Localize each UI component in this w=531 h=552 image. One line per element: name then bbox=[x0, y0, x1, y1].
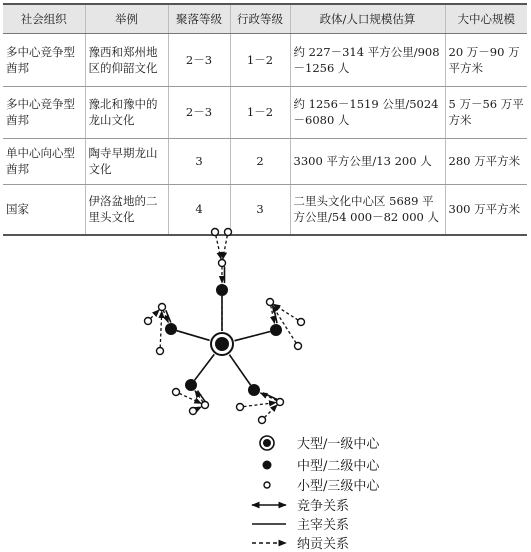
small-center-node bbox=[267, 299, 274, 306]
cell-example: 伊洛盆地的二里头文化 bbox=[85, 184, 168, 235]
header-polity-population: 政体/人口规模估算 bbox=[290, 4, 445, 33]
cell-center-size: 280 万平方米 bbox=[445, 138, 527, 184]
small-center-node bbox=[225, 229, 232, 236]
legend-competition: 竞争关系 bbox=[297, 499, 350, 514]
cell-polity-population: 3300 平方公里/13 200 人 bbox=[290, 138, 445, 184]
cell-settlement-level: 4 bbox=[168, 184, 230, 235]
small-center-node bbox=[298, 319, 305, 326]
cell-settlement-level: 3 bbox=[168, 138, 230, 184]
medium-center-node bbox=[216, 284, 228, 296]
cell-center-size: 5 万－56 万平方米 bbox=[445, 86, 527, 138]
legend bbox=[252, 436, 380, 552]
cell-administrative-level: 2 bbox=[230, 138, 290, 184]
settlement-nodes bbox=[145, 229, 305, 424]
small-center-node bbox=[145, 318, 152, 325]
small-center-node bbox=[212, 229, 219, 236]
tribute-line bbox=[160, 311, 162, 348]
small-center-node bbox=[159, 304, 166, 311]
tribute-line bbox=[265, 405, 278, 418]
tribute-line bbox=[244, 403, 277, 407]
small-center-node bbox=[219, 260, 226, 267]
small-center-node bbox=[173, 389, 180, 396]
legend-large-center: 大型/一级中心 bbox=[297, 437, 380, 452]
cell-administrative-level: 3 bbox=[230, 184, 290, 235]
header-example: 举例 bbox=[85, 4, 168, 33]
cell-polity-population: 约 1256－1519 公里/5024－6080 人 bbox=[290, 86, 445, 138]
header-settlement-level: 聚落等级 bbox=[168, 4, 230, 33]
legend-medium-center: 中型/二级中心 bbox=[297, 459, 380, 474]
tribute-line bbox=[223, 235, 228, 259]
cell-example: 豫北和豫中的龙山文化 bbox=[85, 86, 168, 138]
tribute-line bbox=[216, 235, 221, 259]
medium-center-node bbox=[248, 384, 260, 396]
tribute-line bbox=[179, 393, 201, 403]
cell-organization: 国家 bbox=[3, 184, 85, 235]
tribute-line-solid bbox=[166, 310, 171, 322]
medium-center-node bbox=[185, 379, 197, 391]
cell-polity-population: 约 227－314 平方公里/908－1256 人 bbox=[290, 33, 445, 86]
header-social-organization: 社会组织 bbox=[3, 4, 85, 33]
header-center-size: 大中心规模 bbox=[445, 4, 527, 33]
tribute-line bbox=[273, 304, 298, 320]
large-center-icon bbox=[260, 436, 274, 450]
medium-center-node bbox=[270, 324, 282, 336]
tribute-line bbox=[196, 407, 201, 410]
cell-administrative-level: 1－2 bbox=[230, 33, 290, 86]
header-administrative-level: 行政等级 bbox=[230, 4, 290, 33]
cell-settlement-level: 2－3 bbox=[168, 86, 230, 138]
medium-center-node bbox=[165, 323, 177, 335]
cell-administrative-level: 1－2 bbox=[230, 86, 290, 138]
legend-small-center: 小型/三级中心 bbox=[297, 479, 380, 494]
medium-center-icon bbox=[263, 461, 272, 470]
small-center-node bbox=[157, 348, 164, 355]
small-center-node bbox=[259, 417, 266, 424]
cell-organization: 单中心向心型酋邦 bbox=[3, 138, 85, 184]
cell-organization: 多中心竞争型酋邦 bbox=[3, 86, 85, 138]
tribute-line bbox=[151, 310, 160, 319]
small-center-node bbox=[295, 343, 302, 350]
cell-settlement-level: 2－3 bbox=[168, 33, 230, 86]
small-center-node bbox=[277, 399, 284, 406]
cell-example: 陶寺早期龙山文化 bbox=[85, 138, 168, 184]
cell-center-size: 20 万－90 万平方米 bbox=[445, 33, 527, 86]
small-center-icon bbox=[264, 482, 270, 488]
large-center-node bbox=[211, 333, 233, 355]
cell-example: 豫西和郑州地区的仰韶文化 bbox=[85, 33, 168, 86]
small-center-node bbox=[190, 408, 197, 415]
small-center-node bbox=[237, 404, 244, 411]
legend-domination: 主宰关系 bbox=[297, 518, 350, 533]
cell-polity-population: 二里头文化中心区 5689 平方公里/54 000－82 000 人 bbox=[290, 184, 445, 235]
small-center-node bbox=[202, 402, 209, 409]
cell-organization: 多中心竞争型酋邦 bbox=[3, 33, 85, 86]
large-center-core bbox=[215, 337, 229, 351]
tribute-line bbox=[260, 393, 276, 401]
tribute-line-solid bbox=[273, 305, 277, 323]
cell-center-size: 300 万平方米 bbox=[445, 184, 527, 235]
legend-tribute: 纳贡关系 bbox=[297, 537, 350, 552]
